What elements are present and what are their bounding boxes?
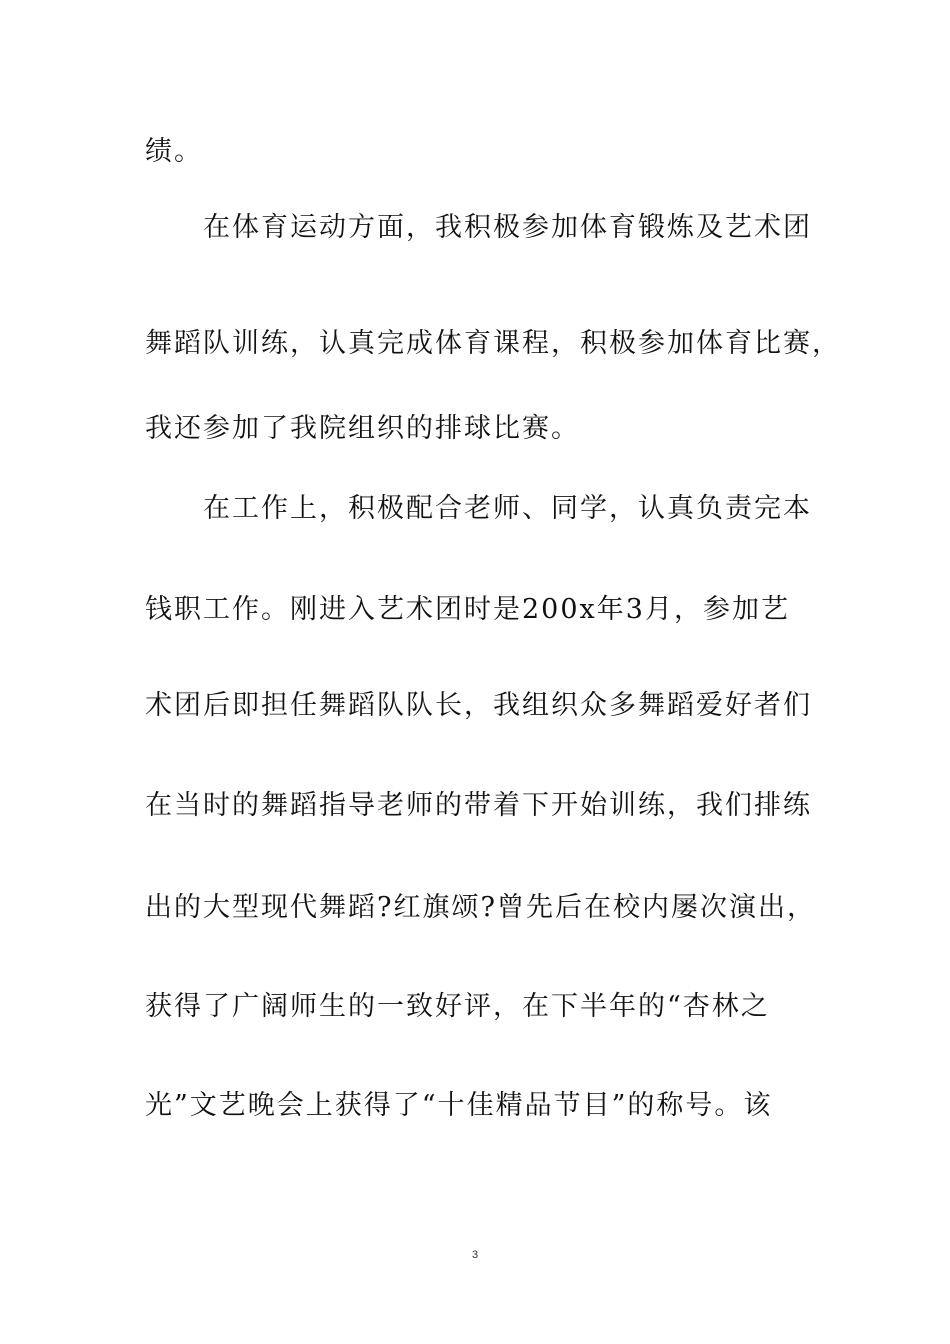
- paragraph-2-line-7: 光”文艺晚会上获得了“十佳精品节目”的称号。该: [145, 1090, 773, 1121]
- paragraph-2-line-5: 出的大型现代舞蹈?红旗颂?曾先后在校内屡次演出，: [145, 892, 816, 923]
- paragraph-1-line-3: 我还参加了我院组织的排球比赛。: [145, 413, 580, 444]
- paragraph-1-line-1: 在体育运动方面，我积极参加体育锻炼及艺术团: [203, 212, 812, 243]
- paragraph-2-line-1: 在工作上，积极配合老师、同学，认真负责完本: [203, 493, 812, 524]
- paragraph-2-line-3: 术团后即担任舞蹈队队长，我组织众多舞蹈爱好者们: [145, 690, 812, 721]
- paragraph-2-line-4: 在当时的舞蹈指导老师的带着下开始训练，我们排练: [145, 790, 812, 821]
- paragraph-2-line-6: 获得了广阔师生的一致好评，在下半年的“杏林之: [145, 991, 770, 1022]
- page-number: 3: [471, 1249, 479, 1261]
- text-line-1: 绩。: [145, 136, 203, 167]
- paragraph-2-line-2: 钱职工作。刚进入艺术团时是200x年3月，参加艺: [145, 594, 790, 625]
- paragraph-1-line-2: 舞蹈队训练，认真完成体育课程，积极参加体育比赛，: [145, 328, 841, 359]
